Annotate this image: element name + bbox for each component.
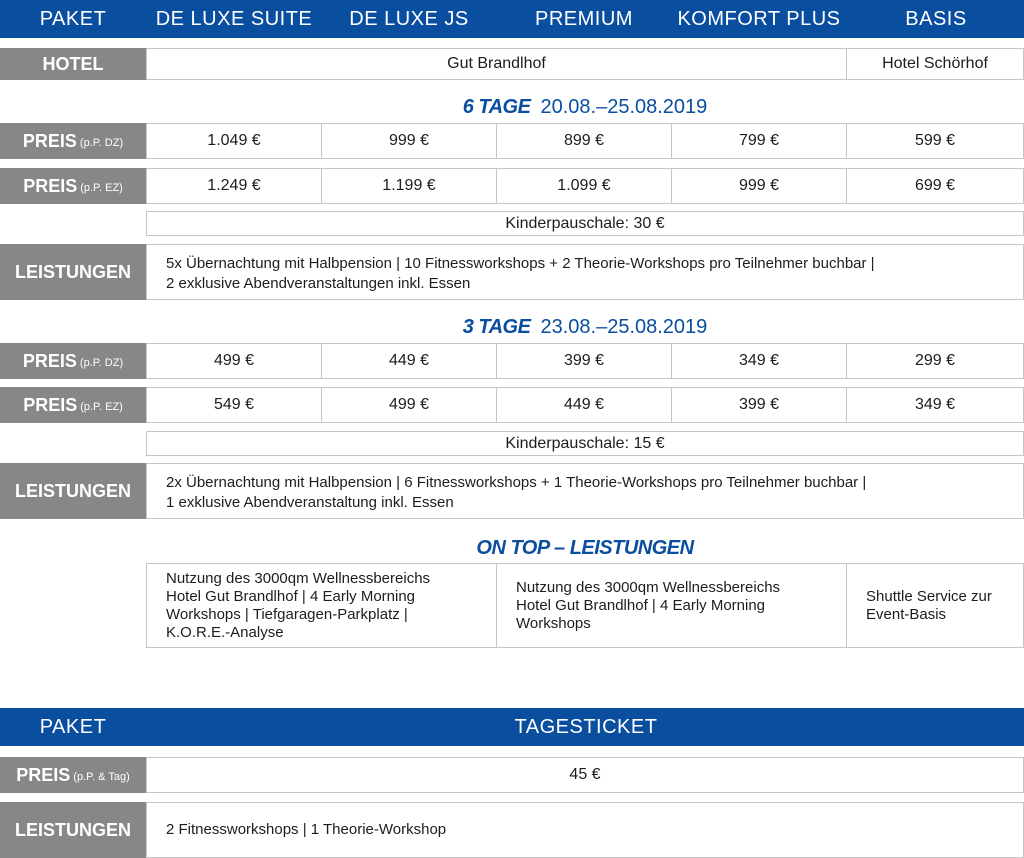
- price-label: PREIS: [23, 394, 78, 415]
- on-top-line: Workshops | Tiefgaragen-Parkplatz |: [166, 606, 408, 623]
- header-premium: PREMIUM: [498, 0, 670, 38]
- price-dz-label-3: [0, 343, 146, 379]
- six-days-dates: 20.08.–25.08.2019: [540, 95, 708, 118]
- on-top-line: Nutzung des 3000qm Wellnessbereichs: [166, 570, 431, 587]
- services-line: 5x Übernachtung mit Halbpension | 10 Fitnessworkshops + 2 Theorie-Workshops pro Teilnehmer buchbar |: [166, 255, 875, 272]
- on-top-col1: [166, 570, 494, 642]
- services-line: 2x Übernachtung mit Halbpension | 6 Fitnessworkshops + 1 Theorie-Workshops pro Teilnehmer buchbar |: [166, 474, 867, 491]
- header-de-luxe-js: DE LUXE JS: [322, 0, 496, 38]
- price-cell: 999 €: [738, 177, 780, 194]
- hotel-gut-brandlhof: Gut Brandlhof: [447, 55, 546, 72]
- price-cell: 349 €: [738, 352, 780, 369]
- services-line: 1 exklusive Abendveranstaltung inkl. Essen: [166, 494, 454, 511]
- price-cell: 599 €: [914, 132, 956, 149]
- price-cell: 1.049 €: [207, 132, 261, 149]
- price-cell: 799 €: [738, 132, 780, 149]
- hotel-schoerhof: Hotel Schörhof: [882, 55, 988, 72]
- price-cell: 999 €: [388, 132, 430, 149]
- price-cell: 549 €: [213, 396, 255, 413]
- price-cell: 399 €: [563, 352, 605, 369]
- services-label-day: LEISTUNGEN: [0, 802, 146, 858]
- price-cell: 499 €: [388, 396, 430, 413]
- on-top-col2: [516, 579, 844, 633]
- price-cell: 399 €: [738, 396, 780, 413]
- on-top-label: ON TOP – LEISTUNGEN: [476, 536, 694, 559]
- hotel-label: HOTEL: [0, 48, 146, 80]
- on-top-line: Nutzung des 3000qm Wellnessbereichs: [516, 579, 781, 596]
- price-cell: 449 €: [563, 396, 605, 413]
- divider: [846, 563, 847, 648]
- on-top-col3: [866, 588, 1022, 624]
- on-top-line: Workshops: [516, 615, 591, 632]
- services-row-3: [146, 463, 1024, 519]
- price-label: PREIS: [16, 764, 71, 785]
- price-label-day: [0, 757, 146, 793]
- price-cell: 499 €: [213, 352, 255, 369]
- six-days-title: [146, 94, 1024, 120]
- three-days-title: [146, 314, 1024, 340]
- on-top-line: Shuttle Service zur: [866, 588, 992, 605]
- on-top-line: K.O.R.E.-Analyse: [166, 624, 284, 641]
- on-top-line: Event-Basis: [866, 606, 947, 623]
- services-row-day: [146, 802, 1024, 858]
- three-days-dates: 23.08.–25.08.2019: [540, 315, 708, 338]
- services-row-6: [146, 244, 1024, 300]
- kids-fee-3: Kinderpauschale: 15 €: [146, 431, 1024, 456]
- on-top-line: Hotel Gut Brandlhof | 4 Early Morning: [516, 597, 766, 614]
- price-label: PREIS: [22, 350, 77, 371]
- services-label-3: LEISTUNGEN: [0, 463, 146, 519]
- on-top-line: Hotel Gut Brandlhof | 4 Early Morning: [166, 588, 416, 605]
- price-sub: (p.P. & Tag): [73, 771, 130, 783]
- price-cell: 299 €: [914, 352, 956, 369]
- services-line: 2 exklusive Abendveranstaltungen inkl. Essen: [166, 275, 471, 292]
- services-line: 2 Fitnessworkshops | 1 Theorie-Workshop: [166, 821, 447, 838]
- three-days-label: 3 TAGE: [462, 315, 531, 338]
- price-cell: 349 €: [914, 396, 956, 413]
- price-cell: 899 €: [563, 132, 605, 149]
- price-cell: 699 €: [914, 177, 956, 194]
- divider: [496, 563, 497, 648]
- price-ez-label-3: [0, 387, 146, 423]
- price-sub: (p.P. EZ): [80, 401, 123, 413]
- price-day-value: 45 €: [146, 757, 1024, 793]
- on-top-title: [146, 535, 1024, 561]
- price-label: PREIS: [23, 175, 78, 196]
- header-komfort-plus: KOMFORT PLUS: [672, 0, 846, 38]
- price-cell: 449 €: [388, 352, 430, 369]
- header-basis: BASIS: [848, 0, 1024, 38]
- price-dz-label-6: [0, 123, 146, 159]
- header-tagesticket: TAGESTICKET: [148, 708, 1024, 746]
- header-paket: PAKET: [0, 0, 146, 38]
- header-de-luxe-suite: DE LUXE SUITE: [148, 0, 320, 38]
- price-cell: 1.249 €: [207, 177, 261, 194]
- six-days-label: 6 TAGE: [462, 95, 531, 118]
- price-cell: 1.199 €: [382, 177, 436, 194]
- price-label: PREIS: [22, 130, 77, 151]
- kids-fee-6: Kinderpauschale: 30 €: [146, 211, 1024, 236]
- price-sub: (p.P. EZ): [80, 182, 123, 194]
- price-cell: 1.099 €: [557, 177, 611, 194]
- price-ez-label-6: [0, 168, 146, 204]
- price-sub: (p.P. DZ): [79, 357, 124, 369]
- services-label-6: LEISTUNGEN: [0, 244, 146, 300]
- header-paket-2: PAKET: [0, 708, 146, 746]
- price-sub: (p.P. DZ): [79, 137, 124, 149]
